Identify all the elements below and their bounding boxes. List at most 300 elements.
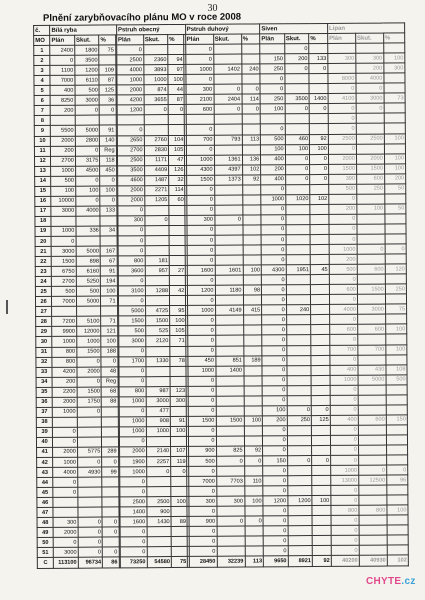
table-cell xyxy=(243,315,262,325)
table-cell: 400 xyxy=(261,174,286,184)
table-cell: 200 xyxy=(356,63,384,73)
table-cell: 0 xyxy=(187,336,215,346)
table-cell xyxy=(215,235,243,245)
table-cell xyxy=(358,445,386,455)
table-cell xyxy=(357,234,385,244)
table-cell xyxy=(169,205,185,215)
table-cell: 0 xyxy=(187,346,215,356)
header-lipan: Lipan xyxy=(327,23,404,34)
table-cell: 0 xyxy=(357,244,385,254)
row-label: 50 xyxy=(37,538,53,548)
row-label: 42 xyxy=(37,457,53,467)
table-cell: 0 xyxy=(263,476,288,486)
table-cell xyxy=(102,497,118,507)
table-cell: 1750 xyxy=(77,397,102,407)
row-label: 8 xyxy=(34,116,50,126)
table-cell xyxy=(147,527,172,537)
table-cell: 0 xyxy=(145,215,170,225)
table-cell xyxy=(170,346,186,356)
table-cell xyxy=(169,276,185,286)
row-label: 23 xyxy=(35,267,51,277)
table-cell xyxy=(387,515,408,525)
table-cell xyxy=(358,395,386,405)
table-cell: 86 xyxy=(103,557,119,568)
table-cell: 96734 xyxy=(78,558,103,569)
table-cell: 1000 xyxy=(53,457,78,467)
table-cell: 188 xyxy=(101,346,117,356)
table-cell: 430 xyxy=(358,365,386,375)
table-cell: 0 xyxy=(99,105,115,115)
table-cell: 9900 xyxy=(52,327,77,337)
table-cell: 6110 xyxy=(75,75,100,85)
table-cell: 250 xyxy=(357,184,385,194)
table-cell: 0 xyxy=(309,104,328,114)
table-cell: 102 xyxy=(310,194,329,204)
table-cell: 2200 xyxy=(52,387,77,397)
table-cell xyxy=(242,215,261,225)
table-cell: 0 xyxy=(260,74,285,84)
table-cell xyxy=(102,407,118,417)
table-cell: 0 xyxy=(120,527,147,537)
table-cell xyxy=(244,466,263,476)
table-cell: 0 xyxy=(262,295,287,305)
table-cell: 1020 xyxy=(285,194,310,204)
table-cell: 110 xyxy=(244,476,263,486)
table-cell xyxy=(288,516,313,526)
table-cell: 0 xyxy=(331,546,359,556)
table-cell: 0 xyxy=(78,527,103,537)
table-cell: 3000 xyxy=(146,396,171,406)
table-cell: 0 xyxy=(118,246,145,256)
table-cell xyxy=(169,245,185,255)
table-cell: 0 xyxy=(263,426,288,436)
table-cell: 1171 xyxy=(144,155,169,165)
table-cell: 36 xyxy=(99,95,115,105)
table-cell xyxy=(310,214,329,224)
table-cell: 1205 xyxy=(144,195,169,205)
table-cell: 73 xyxy=(384,93,405,103)
table-cell xyxy=(312,486,331,496)
table-body xyxy=(34,43,409,569)
table-cell: 477 xyxy=(146,406,171,416)
table-cell: 100 xyxy=(168,75,184,85)
row-label: 35 xyxy=(36,387,52,397)
table-cell xyxy=(287,375,312,385)
table-cell: 2700 xyxy=(117,145,144,155)
header-pstruh-duhovy: Pstruh duhový xyxy=(185,24,260,35)
table-cell: 500 xyxy=(75,85,100,95)
table-cell: 0 xyxy=(75,146,100,156)
table-cell: 1288 xyxy=(145,286,170,296)
table-cell: 0 xyxy=(188,386,216,396)
table-cell: 0 xyxy=(188,376,216,386)
table-cell: 96 xyxy=(387,475,408,485)
table-cell xyxy=(147,537,172,547)
table-cell: 0 xyxy=(76,196,101,206)
table-cell: 851 xyxy=(215,356,243,366)
table-cell xyxy=(244,376,263,386)
table-cell xyxy=(147,547,172,557)
table-cell: 3000 xyxy=(357,304,385,314)
table-cell: 6750 xyxy=(52,266,77,276)
table-cell xyxy=(244,406,263,416)
table-cell xyxy=(215,295,243,305)
table-cell xyxy=(386,435,407,445)
table-cell xyxy=(243,275,262,285)
table-cell xyxy=(310,204,329,214)
table-cell: 0 xyxy=(284,44,309,54)
table-cell xyxy=(287,476,312,486)
table-cell: 0 xyxy=(331,516,359,526)
table-cell: 2000 xyxy=(117,85,144,95)
table-cell xyxy=(242,195,261,205)
table-cell xyxy=(144,205,169,215)
table-cell xyxy=(242,124,261,134)
table-cell xyxy=(53,417,78,427)
table-cell: 94 xyxy=(168,55,184,65)
table-cell: 289 xyxy=(102,447,118,457)
table-cell: 100 xyxy=(101,336,117,346)
table-cell: 114 xyxy=(169,185,185,195)
table-cell: 4930 xyxy=(77,467,102,477)
table-cell xyxy=(287,355,312,365)
table-cell xyxy=(357,194,385,204)
table-cell: 0 xyxy=(118,296,145,306)
table-cell: 0 xyxy=(214,84,242,94)
table-cell: 800 xyxy=(119,386,146,396)
table-cell: 500 xyxy=(52,286,77,296)
table-cell: 0 xyxy=(119,407,146,417)
table-cell: 1600 xyxy=(120,517,147,527)
table-cell: 8921 xyxy=(288,556,313,567)
table-cell xyxy=(243,325,262,335)
table-cell: 250 xyxy=(260,64,285,74)
table-cell xyxy=(385,274,406,284)
table-cell: 2100 xyxy=(186,95,214,105)
table-cell: 50 xyxy=(385,204,406,214)
table-cell: 400 xyxy=(50,85,75,95)
table-cell: 0 xyxy=(330,335,358,345)
table-cell: 300 xyxy=(216,496,244,506)
table-cell xyxy=(357,254,385,264)
table-cell: 0 xyxy=(101,356,117,366)
table-cell: 78 xyxy=(170,356,186,366)
table-cell: 105 xyxy=(169,145,185,155)
table-cell xyxy=(100,236,116,246)
table-cell xyxy=(214,125,242,135)
table-cell: 125 xyxy=(99,85,115,95)
table-cell: 2800 xyxy=(75,136,100,146)
table-cell: 2650 xyxy=(117,135,144,145)
table-cell: 8000 xyxy=(328,73,356,83)
row-label: 31 xyxy=(36,347,52,357)
table-cell: 87 xyxy=(99,75,115,85)
table-cell xyxy=(145,236,170,246)
table-cell: 8250 xyxy=(50,96,75,106)
table-cell: 0 xyxy=(102,517,118,527)
table-cell xyxy=(357,224,385,234)
table-cell: 5000 xyxy=(75,126,100,136)
table-cell: 0 xyxy=(242,84,261,94)
table-cell xyxy=(356,43,384,53)
table-cell: 500 xyxy=(386,375,407,385)
table-cell: 4300 xyxy=(261,265,286,275)
table-cell: 133 xyxy=(309,54,328,64)
row-label: 7 xyxy=(34,106,50,116)
table-cell: 0 xyxy=(216,456,244,466)
table-cell: 95 xyxy=(170,306,186,316)
table-cell: 1000 xyxy=(329,244,357,254)
table-cell: 0 xyxy=(261,225,286,235)
table-cell: 3655 xyxy=(144,95,169,105)
table-cell: 600 xyxy=(357,264,385,274)
table-cell: 6160 xyxy=(76,266,101,276)
table-cell: 3000 xyxy=(54,548,79,558)
table-cell xyxy=(76,216,101,226)
table-cell: 0 xyxy=(285,104,310,114)
table-cell: 3000 xyxy=(75,95,100,105)
page-number: 30 xyxy=(207,3,218,14)
table-cell xyxy=(386,405,407,415)
table-cell: 100 xyxy=(244,496,263,506)
table-cell xyxy=(170,366,186,376)
table-cell: 100 xyxy=(357,204,385,214)
row-label: 5 xyxy=(34,86,50,96)
table-cell: 100 xyxy=(260,104,285,114)
table-cell: 114 xyxy=(242,94,261,104)
table-cell: 2000 xyxy=(328,154,356,164)
table-cell xyxy=(216,486,244,496)
row-label: 44 xyxy=(37,477,53,487)
table-cell: 0 xyxy=(262,395,287,405)
table-cell: 0 xyxy=(310,154,329,164)
table-cell xyxy=(243,235,262,245)
table-cell xyxy=(310,255,329,265)
table-cell: 900 xyxy=(147,507,172,517)
table-cell: 100 xyxy=(262,406,287,416)
table-cell xyxy=(285,184,310,194)
table-cell: 200 xyxy=(329,254,357,264)
table-cell: 0 xyxy=(120,487,147,497)
table-cell: 0 xyxy=(144,105,169,115)
table-cell: 0 xyxy=(261,124,286,134)
table-cell xyxy=(286,225,311,235)
table-cell: 898 xyxy=(76,256,101,266)
table-cell: 0 xyxy=(285,164,310,174)
table-cell xyxy=(287,425,312,435)
table-cell xyxy=(386,385,407,395)
table-cell: 45 xyxy=(310,265,329,275)
table-cell xyxy=(214,185,242,195)
table-cell: 0 xyxy=(310,164,329,174)
table-cell xyxy=(384,113,405,123)
table-cell xyxy=(309,114,328,124)
table-cell: 100 xyxy=(101,286,117,296)
table-cell xyxy=(245,526,264,536)
table-cell xyxy=(102,487,118,497)
table-cell: 1000 xyxy=(331,465,359,475)
table-cell xyxy=(168,115,184,125)
table-cell xyxy=(311,275,330,285)
table-cell: 2500 xyxy=(147,497,172,507)
table-cell: 181 xyxy=(145,256,170,266)
header-bila-ryba: Bílá ryba xyxy=(50,25,117,36)
table-cell: 450 xyxy=(187,356,215,366)
table-cell: 0 xyxy=(242,104,261,114)
table-cell xyxy=(357,214,385,224)
table-cell: 2760 xyxy=(144,135,169,145)
table-cell: 390 xyxy=(329,174,357,184)
table-cell xyxy=(385,314,406,324)
table-cell: 0 xyxy=(53,538,78,548)
table-cell: 100 xyxy=(285,144,310,154)
table-cell: 0 xyxy=(261,184,286,194)
table-cell: 1361 xyxy=(214,155,242,165)
table-cell: 0 xyxy=(214,104,242,114)
table-cell xyxy=(244,436,263,446)
table-cell xyxy=(386,445,407,455)
table-cell: 189 xyxy=(243,355,262,365)
table-cell: 874 xyxy=(144,85,169,95)
table-cell xyxy=(309,44,328,54)
table-cell: 336 xyxy=(76,226,101,236)
table-cell xyxy=(287,435,312,445)
table-cell xyxy=(386,395,407,405)
table-cell: 75 xyxy=(385,304,406,314)
table-cell: 957 xyxy=(145,266,170,276)
table-cell: 5100 xyxy=(76,316,101,326)
table-cell xyxy=(384,43,405,53)
table-cell: 0 xyxy=(262,315,287,325)
table-cell xyxy=(146,376,171,386)
table-cell xyxy=(312,425,331,435)
table-cell xyxy=(310,244,329,254)
table-cell: 2830 xyxy=(144,145,169,155)
table-cell xyxy=(285,114,310,124)
table-cell: 200 xyxy=(51,146,76,156)
row-label: 29 xyxy=(36,327,52,337)
table-cell xyxy=(358,385,386,395)
table-cell: 2257 xyxy=(146,457,171,467)
table-cell: 0 xyxy=(187,296,215,306)
table-cell xyxy=(171,537,187,547)
sub-header-plan: Plán xyxy=(260,34,285,44)
table-cell: 2120 xyxy=(145,336,170,346)
table-cell: 0 xyxy=(187,275,215,285)
row-label: 24 xyxy=(35,277,51,287)
table-cell: 1200 xyxy=(187,285,215,295)
table-cell xyxy=(242,205,261,215)
table-cell xyxy=(385,234,406,244)
table-cell: 4600 xyxy=(117,175,144,185)
table-cell: 40200 xyxy=(331,556,359,567)
table-cell: 5500 xyxy=(51,126,76,136)
table-cell: 0 xyxy=(262,365,287,375)
row-label: 19 xyxy=(35,226,51,236)
table-cell: 400 xyxy=(261,154,286,164)
table-cell: 1200 xyxy=(75,65,100,75)
row-label: 45 xyxy=(37,488,53,498)
table-cell: 0 xyxy=(328,124,356,134)
table-cell xyxy=(358,355,386,365)
table-cell xyxy=(171,487,187,497)
table-cell xyxy=(146,436,171,446)
table-cell: 0 xyxy=(187,225,215,235)
row-label: 20 xyxy=(35,236,51,246)
table-cell: 0 xyxy=(186,145,214,155)
table-cell: 0 xyxy=(329,224,357,234)
table-cell xyxy=(215,346,243,356)
table-cell: 1500 xyxy=(77,347,102,357)
table-cell: 0 xyxy=(263,516,288,526)
table-cell: 4000 xyxy=(329,305,357,315)
row-label: 41 xyxy=(37,447,53,457)
table-cell: 100 xyxy=(384,53,405,63)
table-cell xyxy=(171,527,187,537)
table-cell: 0 xyxy=(263,436,288,446)
table-cell: 91 xyxy=(101,266,117,276)
table-cell: 1000 xyxy=(51,226,76,236)
table-cell xyxy=(242,185,261,195)
table-cell xyxy=(311,395,330,405)
row-label: 47 xyxy=(37,508,53,518)
table-cell xyxy=(287,365,312,375)
sub-header-pct: % xyxy=(99,35,115,45)
table-cell: 0 xyxy=(102,527,118,537)
table-cell xyxy=(328,43,356,53)
table-cell: 13000 xyxy=(331,475,359,485)
table-cell xyxy=(169,215,185,225)
table-cell: 908 xyxy=(146,416,171,426)
table-cell: 0 xyxy=(328,84,356,94)
table-cell: 2000 xyxy=(53,447,78,457)
table-cell xyxy=(311,355,330,365)
table-cell: 0 xyxy=(287,405,312,415)
row-label: 36 xyxy=(36,397,52,407)
table-cell: 1500 xyxy=(52,256,77,266)
row-label: 12 xyxy=(34,156,50,166)
table-cell xyxy=(186,115,214,125)
table-cell xyxy=(311,365,330,375)
table-cell: 0 xyxy=(262,335,287,345)
table-cell: 100 xyxy=(386,344,407,354)
table-cell xyxy=(385,254,406,264)
table-cell xyxy=(145,276,170,286)
table-cell: Reg xyxy=(100,145,116,155)
table-cell: 104 xyxy=(168,135,184,145)
table-cell: 0 xyxy=(187,255,215,265)
table-cell xyxy=(215,275,243,285)
table-cell: 4200 xyxy=(117,95,144,105)
table-cell xyxy=(357,294,385,304)
table-cell xyxy=(170,406,186,416)
table-cell: 44 xyxy=(168,85,184,95)
table-cell: 1500 xyxy=(328,164,356,174)
table-cell: 0 xyxy=(263,446,288,456)
table-cell xyxy=(171,477,187,487)
table-cell: 1100 xyxy=(50,65,75,75)
table-cell: 0 xyxy=(77,377,102,387)
table-cell: 100 xyxy=(170,426,186,436)
table-cell: 800 xyxy=(52,347,77,357)
table-cell xyxy=(358,435,386,445)
table-cell xyxy=(216,376,244,386)
table-cell xyxy=(359,515,387,525)
table-cell: 600 xyxy=(186,105,214,115)
table-cell: 73250 xyxy=(120,557,147,568)
table-cell: 133 xyxy=(100,206,116,216)
table-cell: 1373 xyxy=(214,175,242,185)
